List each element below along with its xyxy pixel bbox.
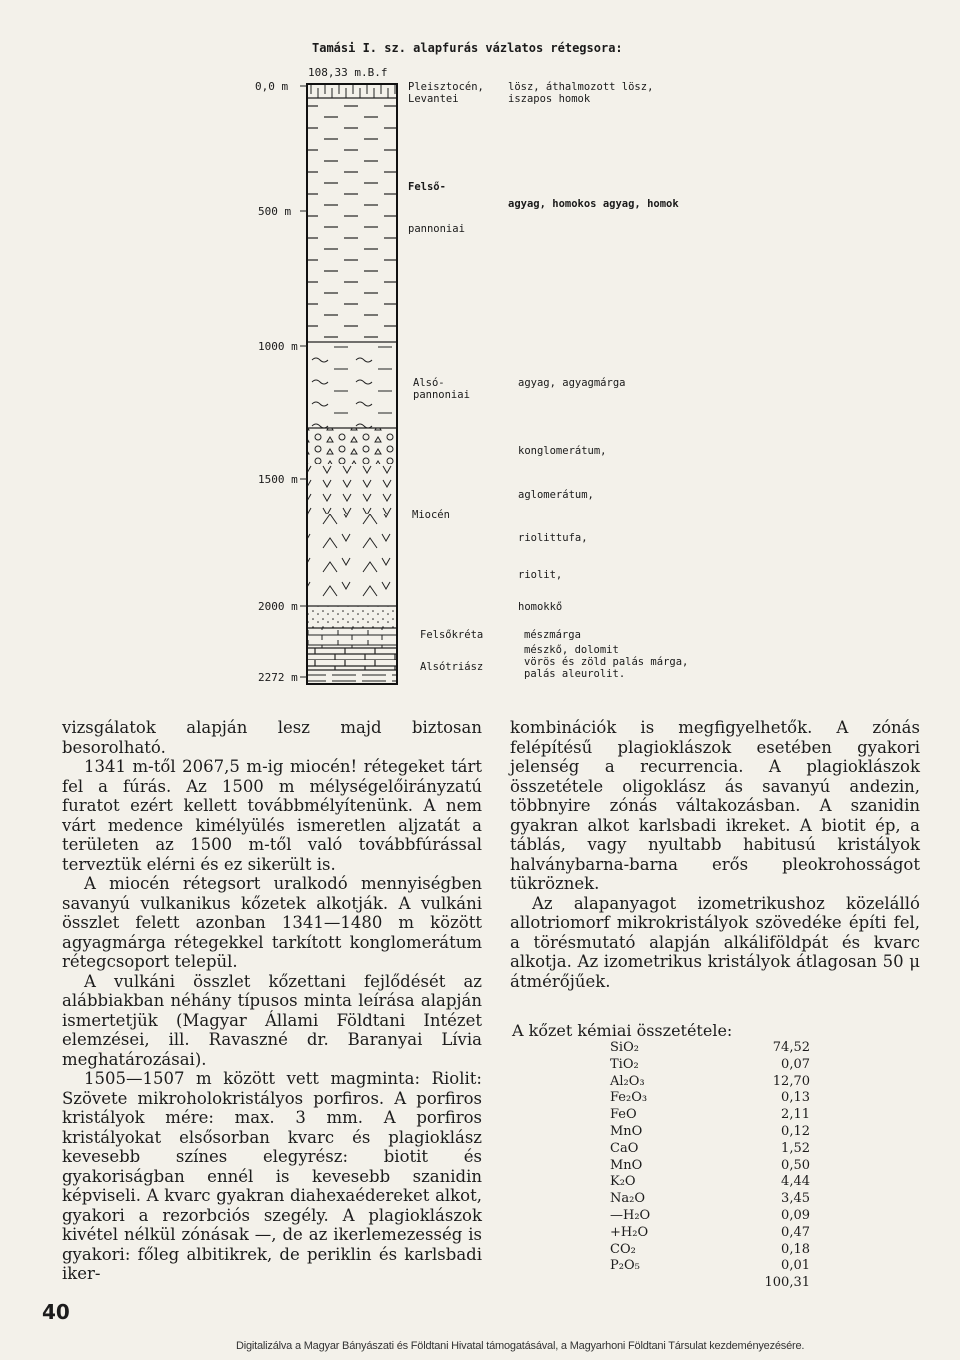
- chem-value: 0,50: [781, 1157, 810, 1173]
- chem-formula: CO₂: [610, 1241, 636, 1257]
- layer-loess: [307, 84, 397, 98]
- chem-row: [610, 1174, 810, 1191]
- chem-value: 0,47: [781, 1224, 810, 1240]
- depth-label: 1500 m: [258, 473, 298, 486]
- chem-value: 4,44: [781, 1174, 810, 1190]
- age-label: Felső-: [408, 181, 446, 193]
- chem-value: 3,45: [781, 1191, 810, 1207]
- chem-row: [610, 1040, 810, 1057]
- paragraph: 1505—1507 m között vett magminta: Riolit: Szövete mikroholokristályos porfiros. A porfiros kristályok mére: max. 3 mm. A porfiros kristályokat elsősorban kvarc és plagioklász kevesebb színes elegyrész: biotit és gyakoriságban ennél is kevesebb szanidin képviseli. A kvarc gyakran diahexaédereket alkot, gyakori a rezorbciós szegély. A plagioklászok kivétel nélkül zónásak —, de az ikerlemezesség is gyakori: főleg albitikrek, de periklin és karlsbadi iker-: [62, 1069, 482, 1283]
- chem-formula: MnO: [610, 1157, 643, 1173]
- chem-row: [610, 1074, 810, 1091]
- layer-shale: [307, 670, 397, 684]
- paragraph: A vulkáni összlet kőzettani fejlődését az alábbiakban néhány típusos minta leírása alapján ismertetjük (Magyar Állami Földtani Intézet elemzései, ill. Ravaszné dr. Baranyai Lívia meghatározásai).: [62, 971, 482, 1069]
- top-elevation-label: 108,33 m.B.f: [308, 66, 388, 79]
- chem-row: [610, 1090, 810, 1107]
- chem-row: [610, 1158, 810, 1175]
- chem-formula: P₂O₅: [610, 1258, 640, 1274]
- depth-label: 2272 m: [258, 671, 298, 684]
- age-label: Miocén: [412, 509, 450, 521]
- layer-sandstone: [307, 606, 397, 628]
- chem-value: 0,09: [781, 1207, 810, 1223]
- chem-value: 0,12: [781, 1123, 810, 1139]
- age-label: Alsótriász: [420, 661, 484, 673]
- chem-table-title: A kőzet kémiai összetétele:: [512, 1021, 733, 1040]
- chem-formula: K₂O: [610, 1174, 636, 1190]
- chem-formula: TiO₂: [610, 1056, 639, 1072]
- age-label: pannoniai: [408, 223, 465, 235]
- layer-rhyolite: [307, 514, 397, 606]
- chem-formula: MnO: [610, 1123, 643, 1139]
- chem-formula: —H₂O: [610, 1207, 651, 1223]
- chem-row: [610, 1191, 810, 1208]
- paragraph: Az alapanyagot izometrikushoz közelálló allotriomorf mikrokristályok szövedéke építi fel, a törésmutató alapján alkáliföldpát és kvarc alkotja. Az izometrikus kristályok átlagosan 50 μ átmérőjűek.: [510, 893, 920, 991]
- chem-formula: CaO: [610, 1140, 639, 1156]
- chem-row: [610, 1124, 810, 1141]
- chem-row: [610, 1242, 810, 1259]
- depth-label: 2000 m: [258, 600, 298, 613]
- chem-formula: +H₂O: [610, 1224, 649, 1240]
- chem-formula: FeO: [610, 1107, 637, 1123]
- chem-row: [610, 1258, 810, 1275]
- chem-row: [610, 1057, 810, 1074]
- chem-row: [610, 1275, 810, 1292]
- lithology-label: mészmárga: [524, 629, 581, 641]
- chem-value: 0,18: [781, 1241, 810, 1257]
- lithology-label: iszapos homok: [508, 93, 591, 105]
- chem-value: 0,13: [781, 1090, 810, 1106]
- chem-row: [610, 1208, 810, 1225]
- paragraph: A miocén rétegsort uralkodó mennyiségben savanyú vulkanikus kőzetek alkotják. A vulkáni összlet felett azonban 1341—1480 m között agyagmárga rétegekkel tarkított konglomerátum rétegcsoport települ.: [62, 874, 482, 971]
- layer-conglomerate: [307, 428, 397, 464]
- chem-row: [610, 1225, 810, 1242]
- lithology-label: agyag, agyagmárga: [518, 377, 626, 389]
- lithology-label: lösz, áthalmozott lösz,: [508, 81, 654, 93]
- chem-formula: SiO₂: [610, 1040, 639, 1055]
- depth-label: 1000 m: [258, 340, 298, 353]
- chem-value: 1,52: [781, 1140, 810, 1156]
- lithology-label: palás aleurolit.: [524, 668, 626, 680]
- layer-marl: [307, 628, 397, 648]
- depth-label: 500 m: [258, 205, 292, 218]
- chem-composition-table: [610, 1040, 810, 1292]
- layer-lower-pannonian: [307, 342, 397, 428]
- age-label: Levantei: [408, 93, 459, 105]
- depth-label: 0,0 m: [255, 80, 289, 93]
- chem-formula: Al₂O₃: [610, 1073, 645, 1089]
- chem-row: [610, 1107, 810, 1124]
- chem-value: 2,11: [781, 1107, 810, 1123]
- lithology-label: riolittufa,: [518, 532, 588, 544]
- chem-formula: Na₂O: [610, 1191, 645, 1207]
- lithology-label: aglomerátum,: [518, 489, 594, 501]
- chem-value: 100,31: [764, 1275, 810, 1291]
- paragraph: 1341 m-től 2067,5 m-ig miocén! rétegeket tárt fel a fúrás. Az 1500 m mélységelőirányzatú furatot ezért kellett továbbmélyítenünk. A nem várt medence kimélyülés ismeretlen aljzatát a területen az 1500 m-től való továbbfúrással terveztük elérni és ez sikerült is.: [62, 757, 482, 874]
- chem-row: [610, 1141, 810, 1158]
- digitization-credit: Digitalizálva a Magyar Bányászati és Földtani Hivatal támogatásával, a Magyarhoni Földtani Társulat kezdeményezésére.: [236, 1340, 805, 1352]
- paragraph: kombinációk is megfigyelhetők. A zónás felépítésű plagioklászok esetében gyakori jelenség a recurrencia. A plagioklászok összetétele oligoklász ás savanyú andezin, többnyire zónás váltakozásban. A szanidin gyakran alkot karlsbadi ikreket. A biotit ép, a táblás, vagy nyultabb habitusú kristályok halványbarna-barna erős pleokrohosságot tükröznek.: [510, 718, 920, 893]
- chem-value: 0,01: [781, 1258, 810, 1274]
- left-text-column: [62, 718, 482, 1284]
- lithology-label: riolit,: [518, 569, 563, 581]
- chem-value: 0,07: [781, 1056, 810, 1072]
- figure-title: Tamási I. sz. alapfurás vázlatos rétegsora:: [312, 41, 623, 55]
- layer-limestone-dolomite: [307, 648, 397, 670]
- chem-value: 74,52: [772, 1040, 810, 1055]
- chem-value: 12,70: [772, 1073, 810, 1089]
- layer-upper-pannonian: [307, 98, 397, 342]
- layer-agglomerate-tuff: [307, 464, 397, 514]
- age-label: Felsőkréta: [420, 629, 484, 641]
- age-label: pannoniai: [413, 389, 470, 401]
- right-text-column: [510, 718, 920, 1041]
- lithology-label: konglomerátum,: [518, 445, 607, 457]
- lithology-label: vörös és zöld palás márga,: [524, 656, 689, 668]
- age-label: Alsó-: [413, 377, 445, 389]
- age-label: Pleisztocén,: [408, 81, 484, 93]
- chem-formula: Fe₂O₃: [610, 1090, 648, 1106]
- lithology-label: agyag, homokos agyag, homok: [508, 198, 679, 210]
- page-number: 40: [42, 1300, 70, 1324]
- lithology-label: mészkő, dolomit: [524, 644, 619, 656]
- lithology-label: homokkő: [518, 601, 563, 613]
- paragraph: vizsgálatok alapján lesz majd biztosan besorolható.: [62, 718, 482, 757]
